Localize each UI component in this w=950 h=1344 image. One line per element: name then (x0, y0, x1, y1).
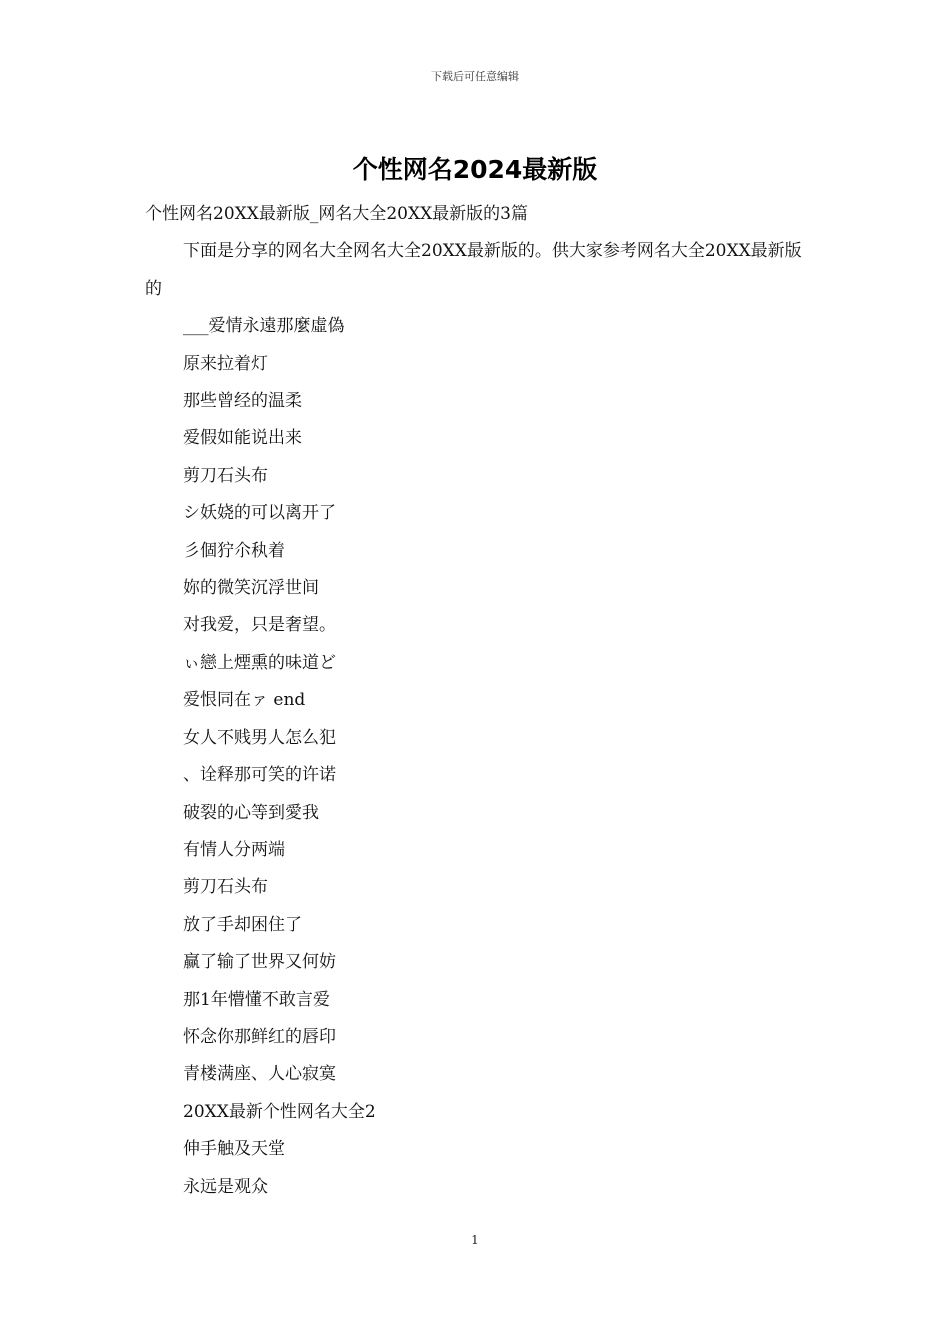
subtitle-line: 个性网名20XX最新版_网名大全20XX最新版的3篇 (145, 204, 528, 224)
nickname-list (145, 308, 810, 1206)
nickname-entry: 永远是观众 (183, 1176, 268, 1197)
nickname-entry: 那1年懵懂不敢言爱 (183, 989, 330, 1010)
nickname-entry: ぃ戀上煙熏的味道ど (183, 652, 336, 673)
nickname-entry: 原来拉着灯 (183, 353, 268, 374)
nickname-entry: 赢了输了世界又何妨 (183, 952, 336, 973)
nickname-entry: 爱假如能说出来 (183, 428, 302, 449)
page-header-note: 下载后可任意编辑 (431, 70, 519, 83)
nickname-entry: 伸手触及天堂 (183, 1139, 285, 1160)
nickname-entry: ___爱情永遠那麼虛偽 (183, 316, 345, 337)
nickname-entry: 剪刀石头布 (183, 465, 268, 486)
document-title: 个性网名2024最新版 (352, 155, 598, 184)
nickname-entry: 彡個狞尒秇着 (183, 540, 285, 561)
nickname-entry: シ妖娆的可以离开了 (183, 503, 336, 524)
nickname-entry: 破裂的心等到愛我 (183, 802, 319, 823)
nickname-entry: 对我爱，只是奢望。 (183, 615, 336, 636)
nickname-entry: 爱恨同在ァ end (183, 690, 306, 711)
nickname-entry: 剪刀石头布 (183, 877, 268, 898)
nickname-entry: 有情人分两端 (183, 839, 285, 860)
nickname-entry: 、诠释那可笑的许诺 (183, 765, 336, 786)
page-number: 1 (471, 1233, 479, 1247)
nickname-entry: 放了手却困住了 (183, 914, 302, 935)
nickname-entry: 妳的微笑沉浮世间 (183, 578, 319, 599)
document-body (145, 196, 810, 1206)
nickname-entry: 青楼满座、人心寂寞 (183, 1064, 336, 1085)
nickname-entry: 怀念你那鲜红的唇印 (183, 1026, 336, 1047)
nickname-entry: 那些曾经的温柔 (183, 391, 302, 412)
intro-paragraph: 下面是分享的网名大全网名大全20XX最新版的。供大家参考网名大全20XX最新版的 (145, 241, 802, 299)
nickname-entry: 20XX最新个性网名大全2 (183, 1101, 376, 1122)
nickname-entry: 女人不贱男人怎么犯 (183, 727, 336, 748)
